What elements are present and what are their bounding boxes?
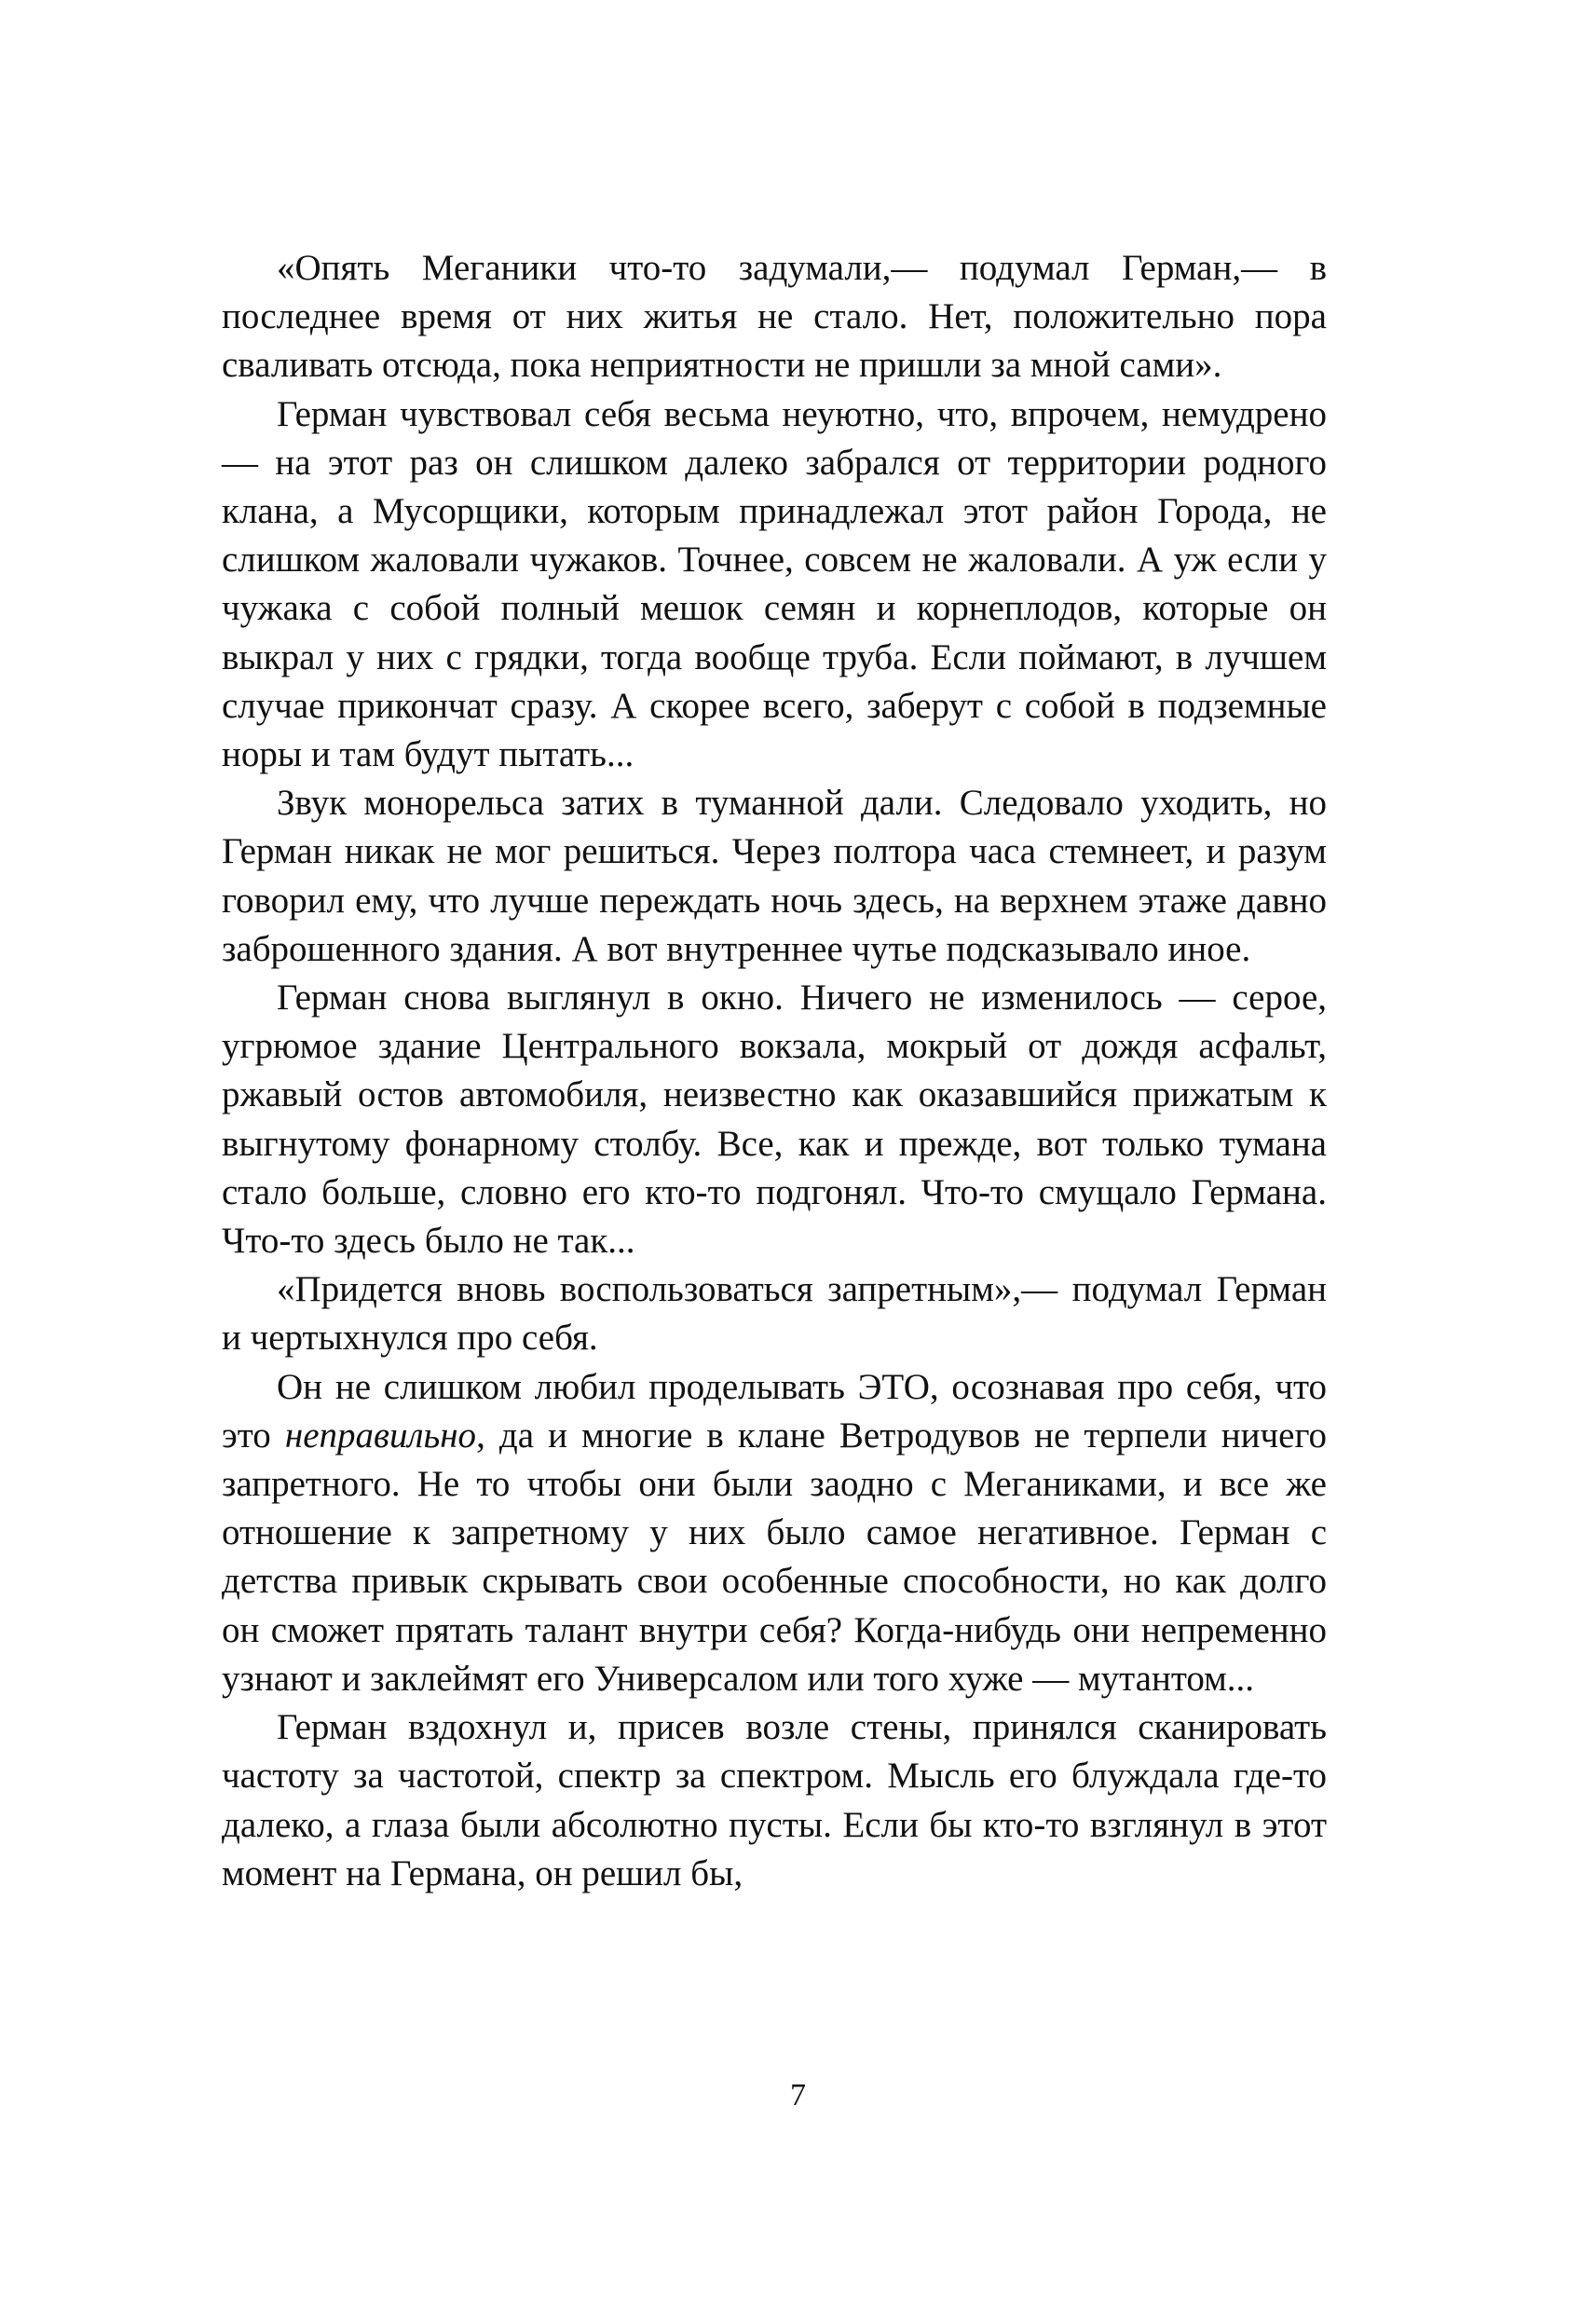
paragraph-6-end: , да и многие в клане Ветродувов не терпели ничего запретного. Не то чтобы они были заодно с Меганиками, и все же отношение к запретному у них было самое негативное. Герман с детства привык скрывать свои особенные способности, но как долго он сможет прятать талант внутри себя? Когда-нибудь они непременно узнают и заклеймят его Универсалом или того хуже — мутантом... — [222, 1415, 1327, 1699]
page-number: 7 — [790, 2078, 806, 2112]
paragraph-2: Герман чувствовал себя весьма неуютно, что, впрочем, немудрено — на этот раз он слишком далеко забрался от территории родного клана, а Мусорщики, которым принадлежал этот район Города, не слишком жаловали чужаков. Точнее, совсем не жаловали. А уж если у чужака с собой полный мешок семян и корнеплодов, которые он выкрал у них с грядки, тогда вообще труба. Если поймают, в лучшем случае прикончат сразу. А скорее всего, заберут с собой в подземные норы и там будут пытать... — [222, 393, 1327, 775]
paragraph-6 — [222, 1363, 1327, 1703]
paragraph-6-start: Он не слишком любил проделывать ЭТО, осознавая про себя, что это — [222, 1366, 1327, 1456]
body-text — [222, 244, 1327, 1898]
paragraph-4: Герман снова выглянул в окно. Ничего не изменилось — серое, угрюмое здание Центрального вокзала, мокрый от дождя асфальт, ржавый остов автомобиля, неизвестно как оказавшийся прижатым к выгнутому фонарному столбу. Все, как и прежде, вот только тумана стало больше, словно его кто-то подгонял. Что-то смущало Германа. Что-то здесь было не так... — [222, 977, 1327, 1262]
paragraph-3: Звук монорельса затих в туманной дали. Следовало уходить, но Герман никак не мог решиться. Через полтора часа стемнеет, и разум говорил ему, что лучше переждать ночь здесь, на верхнем этаже давно заброшенного здания. А вот внутреннее чутье подсказывало иное. — [222, 783, 1327, 969]
paragraph-6-italic: неправильно — [284, 1415, 477, 1456]
paragraph-7: Герман вздохнул и, присев возле стены, принялся сканировать частоту за частотой, спектр за спектром. Мысль его блуждала где-то далеко, а глаза были абсолютно пусты. Если бы кто-то взглянул в этот момент на Германа, он решил бы, — [222, 1707, 1327, 1893]
paragraph-5: «Придется вновь воспользоваться запретным»,— подумал Герман и чертыхнулся про себя. — [222, 1269, 1327, 1359]
paragraph-1: «Опять Меганики что-то задумали,— подумал Герман,— в последнее время от них житья не стало. Нет, положительно пора сваливать отсюда, пока неприятности не пришли за мной сами». — [222, 248, 1327, 386]
